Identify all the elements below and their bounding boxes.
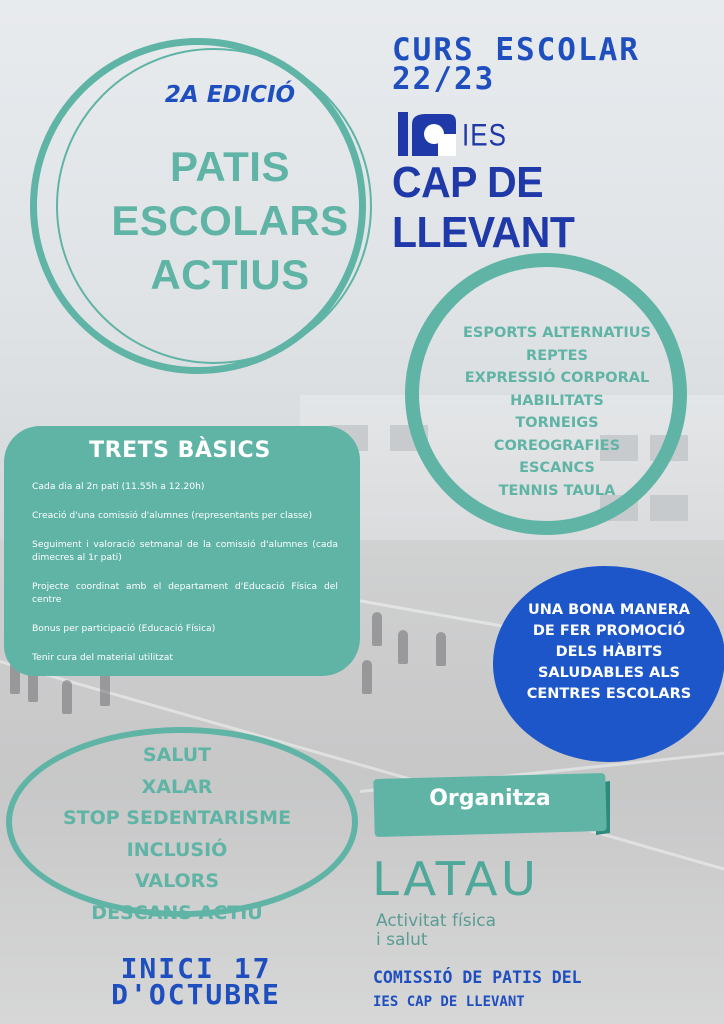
activities-list bbox=[445, 322, 669, 502]
trait-item: Projecte coordinat amb el departament d'Educació Física del centre bbox=[32, 581, 338, 605]
committee-line: IES CAP DE LLEVANT bbox=[373, 994, 525, 1010]
activity-item: HABILITATS bbox=[510, 392, 604, 409]
promo-line: SALUDABLES ALS bbox=[537, 665, 680, 681]
committee bbox=[373, 966, 673, 1014]
school-year bbox=[392, 32, 702, 97]
activity-item: EXPRESSIÓ CORPORAL bbox=[464, 370, 650, 386]
organizer-tagline-line: Activitat física bbox=[376, 911, 497, 931]
edition-label: 2A EDICIÓ bbox=[164, 82, 296, 108]
promo-text bbox=[503, 600, 715, 705]
school-year-value: 22/23 bbox=[392, 60, 496, 97]
traits-title: TRETS BÀSICS bbox=[89, 438, 271, 463]
school-logo-icon bbox=[398, 112, 460, 156]
background-person bbox=[372, 612, 382, 646]
value-item: STOP SEDENTARISME bbox=[62, 807, 292, 829]
trait-item: Cada dia al 2n pati (11.55h a 12.20h) bbox=[32, 481, 205, 492]
organizer-tagline-line: i salut bbox=[376, 930, 428, 950]
traits-list bbox=[32, 480, 338, 680]
value-item: SALUT bbox=[142, 744, 212, 766]
title-line: ACTIUS bbox=[150, 250, 310, 298]
school-logo-prefix: IES bbox=[462, 116, 507, 153]
school-year-label: CURS ESCOLAR bbox=[392, 32, 640, 68]
trait-item: Tenir cura del material utilitzat bbox=[32, 652, 173, 663]
organizer-label: Organitza bbox=[429, 786, 551, 811]
organizer-logo: LATAU bbox=[372, 852, 540, 906]
trait-item: Seguiment i valoració setmanal de la comissió d'alumnes (cada dimecres al 1r pati) bbox=[32, 539, 338, 563]
activity-item: COREOGRAFIES bbox=[493, 437, 621, 454]
background-person bbox=[62, 680, 72, 714]
activity-item: TENNIS TAULA bbox=[498, 482, 616, 499]
page-title bbox=[80, 140, 380, 301]
title-line: PATIS bbox=[170, 143, 290, 190]
promo-line: DE FER PROMOCIÓ bbox=[532, 623, 686, 639]
value-item: VALORS bbox=[134, 870, 219, 892]
activity-item: ESCANCS bbox=[519, 460, 595, 476]
trait-item: Creació d'una comissió d'alumnes (representants per classe) bbox=[32, 510, 313, 521]
value-item: DESCANS ACTIU bbox=[91, 901, 263, 924]
start-date-line: D'OCTUBRE bbox=[111, 977, 281, 1011]
background-person bbox=[436, 632, 446, 666]
background-person bbox=[398, 630, 408, 664]
start-date-line: INICI 17 bbox=[120, 952, 272, 985]
activity-item: TORNEIGS bbox=[515, 415, 599, 431]
committee-line: COMISSIÓ DE PATIS DEL bbox=[373, 968, 582, 987]
value-item: XALAR bbox=[141, 775, 213, 798]
organizer-tagline bbox=[376, 912, 576, 950]
promo-line: UNA BONA MANERA bbox=[527, 602, 691, 618]
background-person bbox=[362, 660, 372, 694]
activity-item: ESPORTS ALTERNATIUS bbox=[463, 325, 651, 341]
promo-line: DELS HÀBITS bbox=[555, 644, 663, 660]
start-date bbox=[66, 952, 326, 1011]
value-item: INCLUSIÓ bbox=[126, 838, 228, 861]
values-list bbox=[32, 740, 322, 929]
trait-item: Bonus per participació (Educació Física) bbox=[32, 623, 216, 634]
school-logo-name: CAP DE LLEVANT bbox=[392, 158, 575, 257]
title-line: ESCOLARS bbox=[111, 196, 349, 244]
promo-line: CENTRES ESCOLARS bbox=[526, 686, 692, 702]
activity-item: REPTES bbox=[526, 347, 588, 364]
